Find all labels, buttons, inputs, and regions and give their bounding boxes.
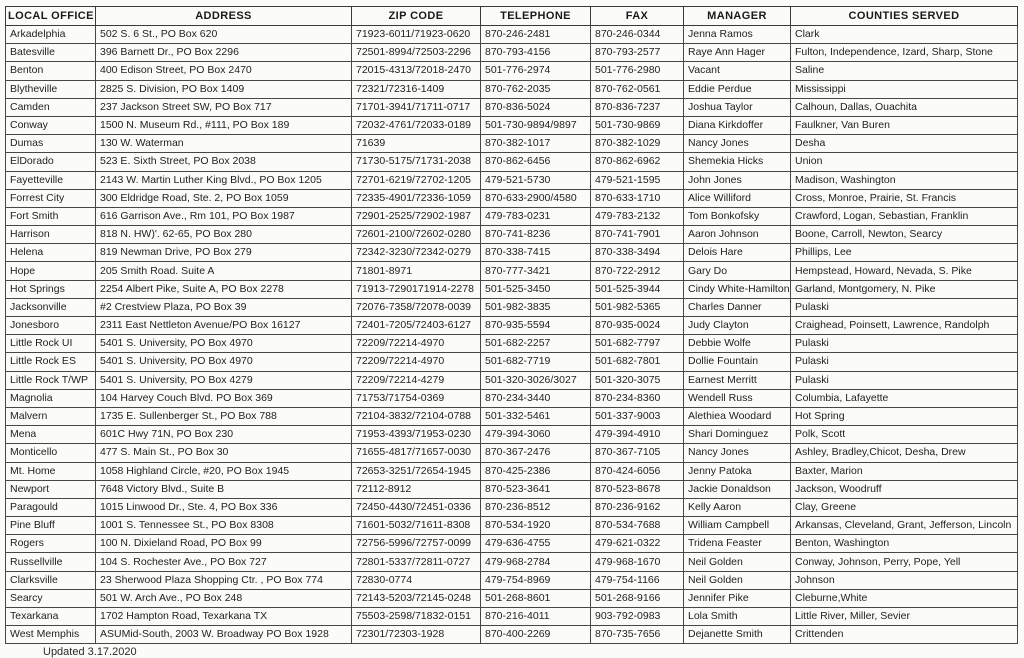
cell-fax: 479-394-4910: [591, 426, 684, 444]
cell-telephone: 479-394-3060: [481, 426, 591, 444]
cell-fax: 870-338-3494: [591, 244, 684, 262]
cell-address: 237 Jackson Street SW, PO Box 717: [96, 98, 352, 116]
cell-manager: Jenna Ramos: [684, 26, 791, 44]
cell-local-office: Camden: [6, 98, 96, 116]
cell-manager: Kelly Aaron: [684, 498, 791, 516]
cell-zip-code: 72653-3251/72654-1945: [352, 462, 481, 480]
cell-manager: Neil Golden: [684, 553, 791, 571]
cell-local-office: Malvern: [6, 407, 96, 425]
cell-telephone: 870-367-2476: [481, 444, 591, 462]
cell-local-office: Russellville: [6, 553, 96, 571]
cell-fax: 870-246-0344: [591, 26, 684, 44]
cell-zip-code: 72321/72316-1409: [352, 80, 481, 98]
cell-zip-code: 72104-3832/72104-0788: [352, 407, 481, 425]
cell-counties-served: Garland, Montgomery, N. Pike: [791, 280, 1018, 298]
cell-address: 300 Eldridge Road, Ste. 2, PO Box 1059: [96, 189, 352, 207]
cell-zip-code: 72209/72214-4970: [352, 335, 481, 353]
cell-telephone: 501-730-9894/9897: [481, 116, 591, 134]
cell-zip-code: 72209/72214-4279: [352, 371, 481, 389]
cell-counties-served: Pulaski: [791, 353, 1018, 371]
table-row: [6, 207, 1018, 225]
cell-manager: Aaron Johnson: [684, 226, 791, 244]
table-row: [6, 517, 1018, 535]
cell-counties-served: Pulaski: [791, 371, 1018, 389]
cell-fax: 903-792-0983: [591, 608, 684, 626]
cell-telephone: 870-762-2035: [481, 80, 591, 98]
cell-fax: 501-337-9003: [591, 407, 684, 425]
cell-telephone: 479-783-0231: [481, 207, 591, 225]
cell-counties-served: Johnson: [791, 571, 1018, 589]
cell-fax: 870-741-7901: [591, 226, 684, 244]
cell-counties-served: Benton, Washington: [791, 535, 1018, 553]
cell-fax: 501-730-9869: [591, 116, 684, 134]
cell-local-office: Harrison: [6, 226, 96, 244]
cell-counties-served: Clay, Greene: [791, 498, 1018, 516]
cell-zip-code: 71639: [352, 135, 481, 153]
cell-address: 2311 East Nettleton Avenue/PO Box 16127: [96, 317, 352, 335]
cell-counties-served: Columbia, Lafayette: [791, 389, 1018, 407]
cell-fax: 501-982-5365: [591, 298, 684, 316]
cell-fax: 870-862-6962: [591, 153, 684, 171]
cell-address: 819 Newman Drive, PO Box 279: [96, 244, 352, 262]
cell-manager: Charles Danner: [684, 298, 791, 316]
cell-zip-code: 72112-8912: [352, 480, 481, 498]
column-header-local-office: LOCAL OFFICE: [6, 7, 96, 26]
cell-zip-code: 72301/72303-1928: [352, 626, 481, 644]
cell-local-office: Hot Springs: [6, 280, 96, 298]
table-row: [6, 462, 1018, 480]
table-row: [6, 171, 1018, 189]
table-row: [6, 608, 1018, 626]
cell-zip-code: 71655-4817/71657-0030: [352, 444, 481, 462]
cell-manager: Jackie Donaldson: [684, 480, 791, 498]
cell-manager: Nancy Jones: [684, 135, 791, 153]
table-row: [6, 189, 1018, 207]
column-header-zip-code: ZIP CODE: [352, 7, 481, 26]
cell-address: 1702 Hampton Road, Texarkana TX: [96, 608, 352, 626]
cell-local-office: Little Rock T/WP: [6, 371, 96, 389]
table-row: [6, 262, 1018, 280]
cell-fax: 870-722-2912: [591, 262, 684, 280]
cell-zip-code: 72401-7205/72403-6127: [352, 317, 481, 335]
cell-counties-served: Saline: [791, 62, 1018, 80]
cell-manager: Dollie Fountain: [684, 353, 791, 371]
table-row: [6, 371, 1018, 389]
cell-counties-served: Fulton, Independence, Izard, Sharp, Stone: [791, 44, 1018, 62]
table-row: [6, 626, 1018, 644]
cell-fax: 870-762-0561: [591, 80, 684, 98]
cell-address: 2254 Albert Pike, Suite A, PO Box 2278: [96, 280, 352, 298]
cell-counties-served: Calhoun, Dallas, Ouachita: [791, 98, 1018, 116]
cell-zip-code: 72756-5996/72757-0099: [352, 535, 481, 553]
cell-address: 477 S. Main St., PO Box 30: [96, 444, 352, 462]
cell-manager: Tom Bonkofsky: [684, 207, 791, 225]
cell-manager: Alethiea Woodard: [684, 407, 791, 425]
column-header-address: ADDRESS: [96, 7, 352, 26]
cell-counties-served: Crawford, Logan, Sebastian, Franklin: [791, 207, 1018, 225]
cell-fax: 870-234-8360: [591, 389, 684, 407]
cell-address: 7648 Victory Blvd., Suite B: [96, 480, 352, 498]
cell-zip-code: 72801-5337/72811-0727: [352, 553, 481, 571]
table-row: [6, 480, 1018, 498]
cell-fax: 501-776-2980: [591, 62, 684, 80]
cell-counties-served: Hempstead, Howard, Nevada, S. Pike: [791, 262, 1018, 280]
cell-zip-code: 72335-4901/72336-1059: [352, 189, 481, 207]
cell-fax: 479-754-1166: [591, 571, 684, 589]
cell-local-office: Searcy: [6, 589, 96, 607]
cell-fax: 501-320-3075: [591, 371, 684, 389]
cell-fax: 870-735-7656: [591, 626, 684, 644]
cell-local-office: Paragould: [6, 498, 96, 516]
cell-local-office: Monticello: [6, 444, 96, 462]
table-row: [6, 226, 1018, 244]
cell-local-office: Texarkana: [6, 608, 96, 626]
cell-manager: Neil Golden: [684, 571, 791, 589]
cell-local-office: Mt. Home: [6, 462, 96, 480]
cell-local-office: Little Rock ES: [6, 353, 96, 371]
cell-address: 2143 W. Martin Luther King Blvd., PO Box 1205: [96, 171, 352, 189]
table-header: [6, 7, 1018, 26]
cell-local-office: Fort Smith: [6, 207, 96, 225]
cell-zip-code: 71601-5032/71611-8308: [352, 517, 481, 535]
cell-telephone: 870-382-1017: [481, 135, 591, 153]
cell-manager: Earnest Merritt: [684, 371, 791, 389]
table-row: [6, 44, 1018, 62]
cell-manager: Wendell Russ: [684, 389, 791, 407]
cell-fax: 870-534-7688: [591, 517, 684, 535]
cell-telephone: 870-836-5024: [481, 98, 591, 116]
cell-local-office: Blytheville: [6, 80, 96, 98]
cell-fax: 870-236-9162: [591, 498, 684, 516]
cell-telephone: 870-523-3641: [481, 480, 591, 498]
cell-address: 400 Edison Street, PO Box 2470: [96, 62, 352, 80]
cell-telephone: 870-793-4156: [481, 44, 591, 62]
cell-address: 5401 S. University, PO Box 4279: [96, 371, 352, 389]
column-header-counties-served: COUNTIES SERVED: [791, 7, 1018, 26]
column-header-manager: MANAGER: [684, 7, 791, 26]
cell-counties-served: Faulkner, Van Buren: [791, 116, 1018, 134]
table-row: [6, 426, 1018, 444]
cell-manager: Lola Smith: [684, 608, 791, 626]
cell-counties-served: Cross, Monroe, Prairie, St. Francis: [791, 189, 1018, 207]
cell-manager: Raye Ann Hager: [684, 44, 791, 62]
table-body: [6, 26, 1018, 644]
cell-local-office: Pine Bluff: [6, 517, 96, 535]
cell-fax: 501-682-7797: [591, 335, 684, 353]
cell-address: 100 N. Dixieland Road, PO Box 99: [96, 535, 352, 553]
cell-address: #2 Crestview Plaza, PO Box 39: [96, 298, 352, 316]
cell-manager: Dejanette Smith: [684, 626, 791, 644]
header-row: [6, 7, 1018, 26]
cell-zip-code: 72701-6219/72702-1205: [352, 171, 481, 189]
cell-manager: Alice Williford: [684, 189, 791, 207]
cell-telephone: 870-216-4011: [481, 608, 591, 626]
cell-counties-served: Cleburne,White: [791, 589, 1018, 607]
cell-manager: Jenny Patoka: [684, 462, 791, 480]
cell-telephone: 870-777-3421: [481, 262, 591, 280]
table-row: [6, 444, 1018, 462]
table-row: [6, 335, 1018, 353]
cell-zip-code: 71913-7290171914-2278: [352, 280, 481, 298]
cell-manager: Gary Do: [684, 262, 791, 280]
cell-telephone: 870-633-2900/4580: [481, 189, 591, 207]
cell-local-office: Forrest City: [6, 189, 96, 207]
cell-counties-served: Polk, Scott: [791, 426, 1018, 444]
cell-address: 5401 S. University, PO Box 4970: [96, 335, 352, 353]
cell-local-office: Clarksville: [6, 571, 96, 589]
cell-zip-code: 72501-8994/72503-2296: [352, 44, 481, 62]
cell-telephone: 870-234-3440: [481, 389, 591, 407]
cell-zip-code: 71730-5175/71731-2038: [352, 153, 481, 171]
cell-fax: 870-367-7105: [591, 444, 684, 462]
cell-manager: Diana Kirkdoffer: [684, 116, 791, 134]
cell-zip-code: 72209/72214-4970: [352, 353, 481, 371]
cell-address: 502 S. 6 St., PO Box 620: [96, 26, 352, 44]
cell-zip-code: 72076-7358/72078-0039: [352, 298, 481, 316]
table-row: [6, 26, 1018, 44]
cell-counties-served: Craighead, Poinsett, Lawrence, Randolph: [791, 317, 1018, 335]
cell-telephone: 870-741-8236: [481, 226, 591, 244]
column-header-fax: FAX: [591, 7, 684, 26]
cell-counties-served: Pulaski: [791, 298, 1018, 316]
cell-counties-served: Desha: [791, 135, 1018, 153]
cell-address: 5401 S. University, PO Box 4970: [96, 353, 352, 371]
cell-counties-served: Little River, Miller, Sevier: [791, 608, 1018, 626]
cell-manager: Delois Hare: [684, 244, 791, 262]
cell-counties-served: Clark: [791, 26, 1018, 44]
cell-address: 1058 Highland Circle, #20, PO Box 1945: [96, 462, 352, 480]
cell-telephone: 870-400-2269: [481, 626, 591, 644]
column-header-telephone: TELEPHONE: [481, 7, 591, 26]
cell-address: 130 W. Waterman: [96, 135, 352, 153]
cell-local-office: Jonesboro: [6, 317, 96, 335]
cell-zip-code: 75503-2598/71832-0151: [352, 608, 481, 626]
cell-fax: 870-935-0024: [591, 317, 684, 335]
cell-counties-served: Boone, Carroll, Newton, Searcy: [791, 226, 1018, 244]
cell-zip-code: 72015-4313/72018-2470: [352, 62, 481, 80]
cell-address: ASUMid-South, 2003 W. Broadway PO Box 1928: [96, 626, 352, 644]
cell-manager: Debbie Wolfe: [684, 335, 791, 353]
cell-telephone: 479-754-8969: [481, 571, 591, 589]
cell-local-office: Conway: [6, 116, 96, 134]
cell-local-office: Little Rock UI: [6, 335, 96, 353]
cell-counties-served: Mississippi: [791, 80, 1018, 98]
cell-telephone: 501-525-3450: [481, 280, 591, 298]
cell-fax: 501-682-7801: [591, 353, 684, 371]
cell-manager: Shari Dominguez: [684, 426, 791, 444]
cell-telephone: 501-982-3835: [481, 298, 591, 316]
cell-address: 2825 S. Division, PO Box 1409: [96, 80, 352, 98]
cell-fax: 870-523-8678: [591, 480, 684, 498]
table-row: [6, 280, 1018, 298]
table-row: [6, 298, 1018, 316]
cell-fax: 479-521-1595: [591, 171, 684, 189]
cell-counties-served: Conway, Johnson, Perry, Pope, Yell: [791, 553, 1018, 571]
cell-local-office: Magnolia: [6, 389, 96, 407]
cell-zip-code: 71801-8971: [352, 262, 481, 280]
cell-zip-code: 71953-4393/71953-0230: [352, 426, 481, 444]
cell-local-office: Jacksonville: [6, 298, 96, 316]
cell-fax: 870-836-7237: [591, 98, 684, 116]
cell-telephone: 479-636-4755: [481, 535, 591, 553]
cell-counties-served: Union: [791, 153, 1018, 171]
cell-telephone: 501-320-3026/3027: [481, 371, 591, 389]
cell-fax: 479-783-2132: [591, 207, 684, 225]
cell-telephone: 870-246-2481: [481, 26, 591, 44]
table-row: [6, 62, 1018, 80]
cell-fax: 870-793-2577: [591, 44, 684, 62]
cell-counties-served: Arkansas, Cleveland, Grant, Jefferson, Lincoln: [791, 517, 1018, 535]
cell-telephone: 870-862-6456: [481, 153, 591, 171]
table-row: [6, 116, 1018, 134]
table-row: [6, 589, 1018, 607]
cell-zip-code: 71753/71754-0369: [352, 389, 481, 407]
local-office-directory-table: [5, 6, 1018, 644]
cell-fax: 870-633-1710: [591, 189, 684, 207]
table-row: [6, 353, 1018, 371]
cell-zip-code: 72830-0774: [352, 571, 481, 589]
cell-zip-code: 72342-3230/72342-0279: [352, 244, 481, 262]
cell-zip-code: 71923-6011/71923-0620: [352, 26, 481, 44]
cell-address: 1500 N. Museum Rd., #111, PO Box 189: [96, 116, 352, 134]
cell-counties-served: Hot Spring: [791, 407, 1018, 425]
cell-address: 205 Smith Road. Suite A: [96, 262, 352, 280]
cell-telephone: 501-268-8601: [481, 589, 591, 607]
table-row: [6, 498, 1018, 516]
cell-telephone: 870-935-5594: [481, 317, 591, 335]
cell-manager: Eddie Perdue: [684, 80, 791, 98]
cell-address: 23 Sherwood Plaza Shopping Ctr. , PO Box 774: [96, 571, 352, 589]
cell-zip-code: 71701-3941/71711-0717: [352, 98, 481, 116]
cell-zip-code: 72143-5203/72145-0248: [352, 589, 481, 607]
updated-date-note: Updated 3.17.2020: [43, 646, 137, 658]
table-row: [6, 553, 1018, 571]
table-row: [6, 135, 1018, 153]
cell-counties-served: Ashley, Bradley,Chicot, Desha, Drew: [791, 444, 1018, 462]
cell-fax: 479-621-0322: [591, 535, 684, 553]
cell-manager: Joshua Taylor: [684, 98, 791, 116]
table-row: [6, 80, 1018, 98]
cell-address: 601C Hwy 71N, PO Box 230: [96, 426, 352, 444]
cell-local-office: Helena: [6, 244, 96, 262]
cell-counties-served: Pulaski: [791, 335, 1018, 353]
cell-counties-served: Crittenden: [791, 626, 1018, 644]
cell-manager: John Jones: [684, 171, 791, 189]
cell-address: 501 W. Arch Ave., PO Box 248: [96, 589, 352, 607]
cell-zip-code: 72601-2100/72602-0280: [352, 226, 481, 244]
cell-local-office: Hope: [6, 262, 96, 280]
cell-local-office: Batesville: [6, 44, 96, 62]
cell-telephone: 479-968-2784: [481, 553, 591, 571]
cell-counties-served: Baxter, Marion: [791, 462, 1018, 480]
cell-local-office: Rogers: [6, 535, 96, 553]
cell-counties-served: Jackson, Woodruff: [791, 480, 1018, 498]
table-row: [6, 153, 1018, 171]
cell-manager: Shemekia Hicks: [684, 153, 791, 171]
cell-telephone: 479-521-5730: [481, 171, 591, 189]
cell-address: 1001 S. Tennessee St., PO Box 8308: [96, 517, 352, 535]
cell-manager: William Campbell: [684, 517, 791, 535]
cell-zip-code: 72032-4761/72033-0189: [352, 116, 481, 134]
cell-address: 104 S. Rochester Ave., PO Box 727: [96, 553, 352, 571]
cell-address: 1735 E. Sullenberger St., PO Box 788: [96, 407, 352, 425]
cell-zip-code: 72901-2525/72902-1987: [352, 207, 481, 225]
cell-fax: 501-268-9166: [591, 589, 684, 607]
cell-telephone: 870-338-7415: [481, 244, 591, 262]
cell-local-office: Newport: [6, 480, 96, 498]
cell-manager: Jennifer Pike: [684, 589, 791, 607]
cell-telephone: 501-332-5461: [481, 407, 591, 425]
cell-telephone: 501-776-2974: [481, 62, 591, 80]
cell-fax: 870-424-6056: [591, 462, 684, 480]
cell-manager: Tridena Feaster: [684, 535, 791, 553]
cell-manager: Vacant: [684, 62, 791, 80]
table-row: [6, 244, 1018, 262]
cell-address: 818 N. HW)'. 62-65, PO Box 280: [96, 226, 352, 244]
cell-local-office: Dumas: [6, 135, 96, 153]
table-row: [6, 98, 1018, 116]
cell-address: 616 Garrison Ave., Rm 101, PO Box 1987: [96, 207, 352, 225]
cell-telephone: 870-236-8512: [481, 498, 591, 516]
table-row: [6, 317, 1018, 335]
cell-fax: 479-968-1670: [591, 553, 684, 571]
table-row: [6, 389, 1018, 407]
cell-address: 396 Barnett Dr., PO Box 2296: [96, 44, 352, 62]
cell-telephone: 501-682-2257: [481, 335, 591, 353]
cell-manager: Cindy White-Hamilton: [684, 280, 791, 298]
cell-manager: Nancy Jones: [684, 444, 791, 462]
cell-address: 104 Harvey Couch Blvd. PO Box 369: [96, 389, 352, 407]
cell-local-office: Benton: [6, 62, 96, 80]
cell-local-office: ElDorado: [6, 153, 96, 171]
cell-counties-served: Phillips, Lee: [791, 244, 1018, 262]
cell-local-office: Mena: [6, 426, 96, 444]
cell-local-office: West Memphis: [6, 626, 96, 644]
table-row: [6, 571, 1018, 589]
table-row: [6, 407, 1018, 425]
cell-telephone: 870-534-1920: [481, 517, 591, 535]
cell-local-office: Arkadelphia: [6, 26, 96, 44]
cell-fax: 870-382-1029: [591, 135, 684, 153]
table-row: [6, 535, 1018, 553]
cell-zip-code: 72450-4430/72451-0336: [352, 498, 481, 516]
cell-manager: Judy Clayton: [684, 317, 791, 335]
cell-local-office: Fayetteville: [6, 171, 96, 189]
cell-telephone: 501-682-7719: [481, 353, 591, 371]
cell-address: 523 E. Sixth Street, PO Box 2038: [96, 153, 352, 171]
cell-fax: 501-525-3944: [591, 280, 684, 298]
cell-counties-served: Madison, Washington: [791, 171, 1018, 189]
cell-telephone: 870-425-2386: [481, 462, 591, 480]
cell-address: 1015 Linwood Dr., Ste. 4, PO Box 336: [96, 498, 352, 516]
